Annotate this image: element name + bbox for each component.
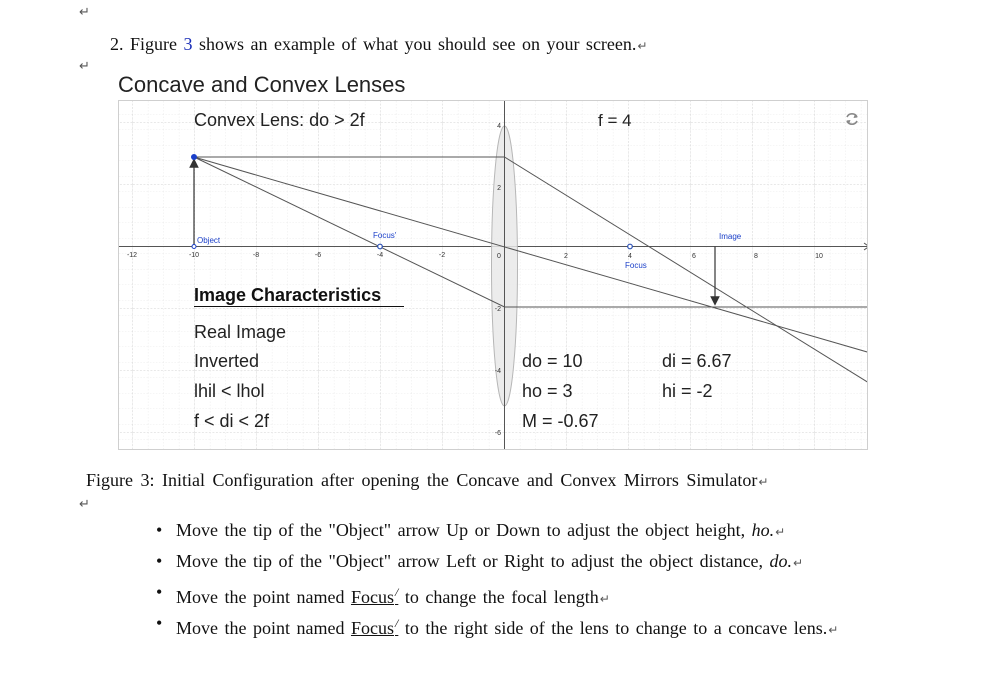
y-tick-label: 4 bbox=[497, 123, 501, 130]
paragraph-mark: ↵ bbox=[599, 592, 610, 606]
characteristic-line: f < di < 2f bbox=[194, 411, 270, 431]
lens-case-label: Convex Lens: do > 2f bbox=[194, 110, 365, 130]
lens-simulator[interactable] bbox=[118, 100, 868, 450]
x-tick-label: -4 bbox=[376, 252, 384, 259]
caption-text: Figure 3: Initial Configuration after opening the Concave and Convex Mirrors Simulator bbox=[86, 470, 758, 490]
characteristic-line: lhil < lhol bbox=[194, 381, 265, 401]
paragraph-mark: ↵ bbox=[637, 39, 648, 53]
paragraph-mark: ↵ bbox=[79, 497, 90, 512]
focus-prime-point[interactable] bbox=[378, 244, 383, 249]
paragraph-mark: ↵ bbox=[828, 623, 839, 637]
paragraph-mark: ↵ bbox=[775, 525, 786, 539]
x-tick-label: 6 bbox=[692, 253, 696, 260]
bullet-text: Move the tip of the "Object" arrow Up or Down to adjust the object height, bbox=[176, 520, 746, 540]
bullet-variable: ho. bbox=[751, 520, 775, 540]
step-number: 2. bbox=[110, 34, 124, 54]
object-tip-point[interactable] bbox=[191, 154, 197, 160]
instruction-list bbox=[154, 518, 838, 642]
simulator-canvas[interactable] bbox=[119, 101, 868, 450]
x-tick-label: -2 bbox=[438, 252, 446, 259]
focal-length-label: f = 4 bbox=[598, 111, 632, 130]
x-tick-label: 0 bbox=[497, 253, 501, 260]
y-tick-label: -6 bbox=[494, 430, 501, 437]
figure-reference[interactable]: 3 bbox=[183, 34, 193, 54]
characteristics-heading: Image Characteristics bbox=[194, 285, 382, 305]
bullet-text: Move the tip of the "Object" arrow Left or Right to adjust the object distance, bbox=[176, 551, 764, 571]
paragraph-mark: ↵ bbox=[79, 5, 90, 20]
x-tick-label: 2 bbox=[564, 253, 568, 260]
paragraph-mark: ↵ bbox=[79, 59, 90, 74]
list-item bbox=[154, 580, 838, 611]
step-2-text bbox=[110, 34, 647, 55]
image-label: Image bbox=[719, 232, 742, 241]
characteristic-line: Real Image bbox=[194, 322, 287, 342]
list-item bbox=[154, 549, 838, 580]
characteristic-line: Inverted bbox=[194, 351, 260, 371]
focus-label: Focus bbox=[625, 261, 647, 270]
step-after: shows an example of what you should see on your screen. bbox=[199, 34, 637, 54]
bullet-text: to change the focal length bbox=[404, 587, 599, 607]
object-height-value: ho = 3 bbox=[522, 381, 573, 401]
y-tick-label: -2 bbox=[494, 306, 501, 313]
image-distance-value: di = 6.67 bbox=[662, 351, 732, 371]
image-height-value: hi = -2 bbox=[662, 381, 713, 401]
bullet-variable: do. bbox=[769, 551, 793, 571]
bullet-text: to the right side of the lens to change to a concave lens. bbox=[404, 618, 828, 638]
y-tick-label: 2 bbox=[497, 185, 501, 192]
bullet-text: Move the point named bbox=[176, 618, 345, 638]
magnification-value: M = -0.67 bbox=[522, 411, 599, 431]
object-distance-value: do = 10 bbox=[522, 351, 583, 371]
object-label: Object bbox=[197, 236, 221, 245]
focus-link[interactable]: Focus/ bbox=[350, 616, 399, 638]
step-before: Figure bbox=[130, 34, 177, 54]
simulator-title: Concave and Convex Lenses bbox=[118, 72, 406, 97]
x-tick-label: 4 bbox=[628, 253, 632, 260]
focus-link[interactable]: Focus/ bbox=[350, 585, 399, 607]
x-tick-label: 8 bbox=[754, 253, 758, 260]
focus-prime-label: Focus' bbox=[373, 231, 397, 240]
list-item bbox=[154, 518, 838, 549]
x-tick-label: -10 bbox=[188, 252, 200, 259]
paragraph-mark: ↵ bbox=[793, 556, 804, 570]
paragraph-mark: ↵ bbox=[758, 475, 769, 489]
x-tick-label: 10 bbox=[815, 253, 823, 260]
x-tick-label: -12 bbox=[126, 252, 138, 259]
x-tick-label: -8 bbox=[252, 252, 260, 259]
x-tick-label: -6 bbox=[314, 252, 322, 259]
list-item bbox=[154, 611, 838, 642]
bullet-text: Move the point named bbox=[176, 587, 345, 607]
figure-caption bbox=[86, 470, 768, 491]
object-base-point[interactable] bbox=[192, 245, 196, 249]
y-tick-label: -4 bbox=[494, 368, 501, 375]
focus-point[interactable] bbox=[628, 244, 633, 249]
